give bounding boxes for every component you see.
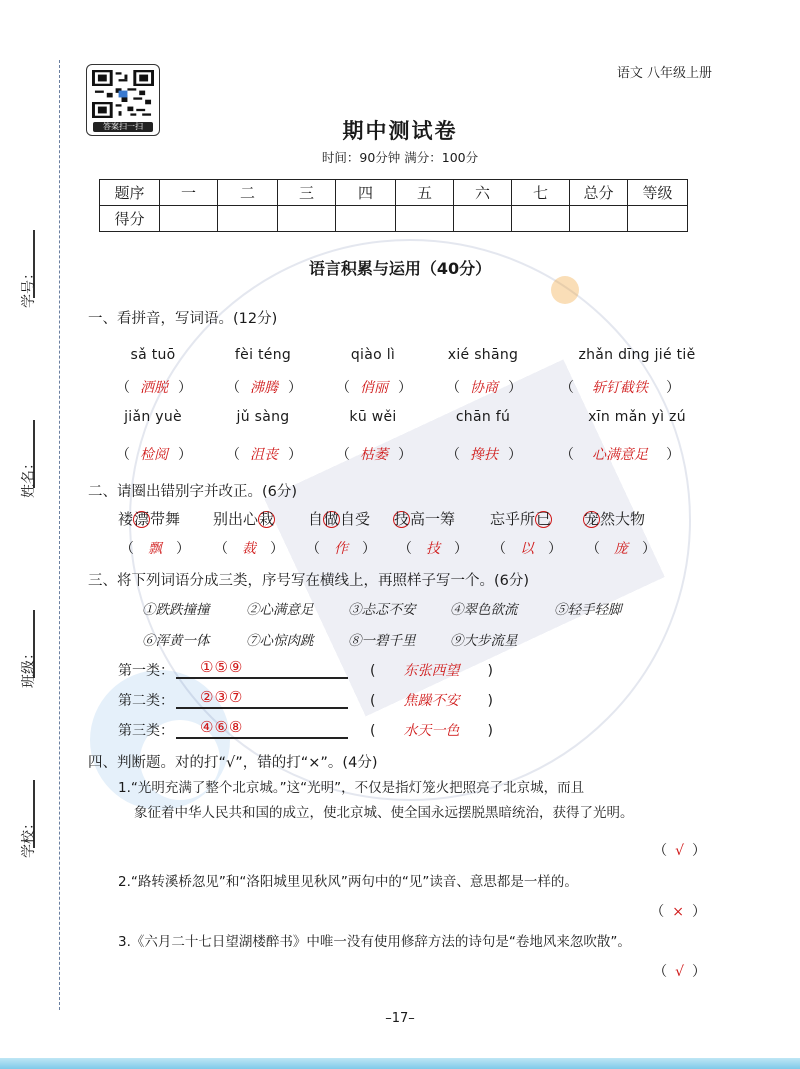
student-id-field[interactable] xyxy=(16,230,52,350)
qr-caption: 答案扫一扫 xyxy=(93,122,153,132)
score-cell[interactable] xyxy=(570,206,628,232)
table-cell: 七 xyxy=(512,180,570,206)
class-field[interactable] xyxy=(16,610,52,730)
score-cell[interactable] xyxy=(628,206,688,232)
student-id-label: 学号： xyxy=(21,266,37,308)
pinyin: jiǎn yuè xyxy=(124,409,182,425)
section-title: 语言积累与运用（40分） xyxy=(308,259,492,278)
exam-info: 时间：90分钟 满分：100分 xyxy=(321,150,479,165)
table-cell: 题序 xyxy=(100,180,160,206)
q4-heading: 四、判断题。对的打“√”，错的打“×”。(4分) xyxy=(88,755,378,771)
circled-wrong-char[interactable]: 做 xyxy=(324,510,340,528)
circled-wrong-char[interactable]: 漂 xyxy=(134,510,150,528)
answer-text: 沸腾 xyxy=(250,380,278,396)
binding-line xyxy=(59,60,60,1010)
category-example[interactable]: ( 东张西望 ) xyxy=(370,663,493,679)
correction-text: 作 xyxy=(334,541,348,557)
idiom-text: 忘乎所 xyxy=(490,510,536,528)
answer-blank[interactable]: （ 沸腾 ） xyxy=(226,380,302,396)
qr-code-icon xyxy=(92,70,154,118)
answer-blank[interactable]: （ 检阅 ） xyxy=(116,447,192,463)
name-field[interactable] xyxy=(16,420,52,540)
table-cell: 二 xyxy=(218,180,278,206)
idiom-item xyxy=(308,508,370,529)
page-title: 期中测试卷 xyxy=(342,119,458,143)
category-label: 第一类： xyxy=(118,663,174,679)
idiom-item xyxy=(583,508,645,529)
pinyin: jǔ sàng xyxy=(236,409,290,425)
category-answer: ②③⑦ xyxy=(200,688,244,706)
answer-blank[interactable]: （ 洒脱 ） xyxy=(116,380,192,396)
score-cell[interactable] xyxy=(160,206,218,232)
pinyin: qiào lì xyxy=(350,347,396,363)
score-cell[interactable] xyxy=(336,206,396,232)
correction-blank[interactable]: （ 庞 ） xyxy=(586,541,656,557)
category-answer: ④⑥⑧ xyxy=(200,718,244,736)
answer-text: 斩钉截铁 xyxy=(592,380,648,396)
circled-wrong-char[interactable]: 宠 xyxy=(584,510,600,528)
category-label: 第三类： xyxy=(118,723,174,739)
correction-text: 庞 xyxy=(614,541,628,557)
category-blank[interactable] xyxy=(176,677,348,679)
answer-blank[interactable]: （ 斩钉截铁 ） xyxy=(560,380,680,396)
word-option: ⑦心惊肉跳 xyxy=(246,633,314,649)
correction-text: 以 xyxy=(520,541,534,557)
answer-text: 协商 xyxy=(470,380,498,396)
idiom-text: 高一筹 xyxy=(410,510,456,528)
example-text: 东张西望 xyxy=(403,663,460,679)
idiom-item xyxy=(393,508,455,529)
idiom-item xyxy=(213,508,275,529)
answer-text: 俏丽 xyxy=(360,380,388,396)
answer-blank[interactable]: （ 协商 ） xyxy=(446,380,522,396)
class-label: 班级： xyxy=(21,646,37,688)
circled-wrong-char[interactable]: 技 xyxy=(394,510,410,528)
pinyin: zhǎn dīng jié tiě xyxy=(578,347,696,363)
idiom-text: 别出心 xyxy=(213,510,259,528)
category-example[interactable]: ( 焦躁不安 ) xyxy=(370,693,493,709)
table-cell: 得分 xyxy=(100,206,160,232)
answer-text: 洒脱 xyxy=(140,380,168,396)
answer-text: 沮丧 xyxy=(250,447,278,463)
table-cell: 四 xyxy=(336,180,396,206)
circled-wrong-char[interactable]: 已 xyxy=(536,510,552,528)
correction-text: 飘 xyxy=(148,541,162,557)
q1-heading: 一、看拼音，写词语。(12分) xyxy=(88,311,278,327)
answer-blank[interactable]: （ 枯萎 ） xyxy=(336,447,412,463)
idiom-item xyxy=(118,508,180,529)
word-option: ③忐忑不安 xyxy=(348,602,416,618)
table-cell: 三 xyxy=(278,180,336,206)
q2-heading: 二、请圈出错别字并改正。(6分) xyxy=(88,484,298,500)
table-cell: 五 xyxy=(396,180,454,206)
table-cell: 一 xyxy=(160,180,218,206)
score-cell[interactable] xyxy=(218,206,278,232)
example-text: 水天一色 xyxy=(403,723,460,739)
correction-blank[interactable]: （ 飘 ） xyxy=(120,541,190,557)
judge-item xyxy=(118,930,631,955)
category-example[interactable]: ( 水天一色 ) xyxy=(370,723,493,739)
circled-wrong-char[interactable]: 栽 xyxy=(259,510,275,528)
judge-text: 1.“光明充满了整个北京城。”这“光明”，不仅是指灯笼火把照亮了北京城，而且 xyxy=(118,780,585,796)
name-label: 姓名： xyxy=(21,456,37,498)
judge-mark: √ xyxy=(675,843,684,859)
judge-item xyxy=(118,776,634,826)
correction-text: 技 xyxy=(426,541,440,557)
correction-blank[interactable]: （ 技 ） xyxy=(398,541,468,557)
score-cell[interactable] xyxy=(278,206,336,232)
bottom-bar xyxy=(0,1058,800,1069)
idiom-text: 褛 xyxy=(118,510,134,528)
judge-text: 2.“路转溪桥忽见”和“洛阳城里见秋风”两句中的“见”读音、意思都是一样的。 xyxy=(118,874,578,890)
pinyin: xié shāng xyxy=(447,347,519,363)
pinyin: fèi téng xyxy=(234,347,292,363)
table-row xyxy=(100,180,688,206)
judge-answer-blank[interactable]: （ √ ） xyxy=(653,964,706,980)
correction-blank[interactable]: （ 作 ） xyxy=(306,541,376,557)
idiom-text: 自受 xyxy=(340,510,371,528)
category-blank[interactable] xyxy=(176,737,348,739)
correction-blank[interactable]: （ 裁 ） xyxy=(214,541,284,557)
answer-blank[interactable]: （ 俏丽 ） xyxy=(336,380,412,396)
answer-blank[interactable]: （ 沮丧 ） xyxy=(226,447,302,463)
subject-label: 语文 八年级上册 xyxy=(616,66,712,81)
word-option: ⑤轻手轻脚 xyxy=(554,602,622,618)
q3-heading: 三、将下列词语分成三类，序号写在横线上，再照样子写一个。(6分) xyxy=(88,573,530,589)
judge-text: 3.《六月二十七日望湖楼醉书》中唯一没有使用修辞方法的诗句是“卷地风来忽吹散”。 xyxy=(118,934,631,950)
category-label: 第二类： xyxy=(118,693,174,709)
school-field[interactable] xyxy=(16,780,52,900)
word-option: ②心满意足 xyxy=(246,602,314,618)
judge-mark: × xyxy=(672,904,684,920)
pinyin: sǎ tuō xyxy=(130,347,176,363)
table-row xyxy=(100,206,688,232)
pinyin: chān fú xyxy=(455,409,511,425)
school-label: 学校： xyxy=(21,816,37,858)
correction-text: 裁 xyxy=(242,541,256,557)
table-cell: 六 xyxy=(454,180,512,206)
judge-text: 象征着中华人民共和国的成立，使北京城、使全国永远摆脱黑暗统治，获得了光明。 xyxy=(134,805,634,821)
word-option: ⑨大步流星 xyxy=(450,633,518,649)
judge-answer-blank[interactable]: （ × ） xyxy=(650,904,706,920)
word-option: ⑧一碧千里 xyxy=(348,633,416,649)
judge-item xyxy=(118,870,578,895)
idiom-text: 自 xyxy=(308,510,324,528)
judge-mark: √ xyxy=(675,964,684,980)
idiom-item xyxy=(490,508,552,529)
idiom-text: 带舞 xyxy=(150,510,181,528)
pinyin: kū wěi xyxy=(349,409,397,425)
word-option: ⑥浑黄一体 xyxy=(142,633,210,649)
idiom-text: 然大物 xyxy=(600,510,646,528)
word-option: ④翠色欲流 xyxy=(450,602,518,618)
answer-text: 检阅 xyxy=(140,447,168,463)
answer-text: 心满意足 xyxy=(592,447,648,463)
judge-answer-blank[interactable]: （ √ ） xyxy=(653,843,706,859)
table-cell: 等级 xyxy=(628,180,688,206)
category-answer: ①⑤⑨ xyxy=(200,658,244,676)
example-text: 焦躁不安 xyxy=(403,693,460,709)
score-cell[interactable] xyxy=(512,206,570,232)
pinyin: xīn mǎn yì zú xyxy=(588,409,686,425)
correction-blank[interactable]: （ 以 ） xyxy=(492,541,562,557)
category-blank[interactable] xyxy=(176,707,348,709)
page-number: –17– xyxy=(385,1011,415,1026)
word-option: ①跌跌撞撞 xyxy=(142,602,210,618)
answer-text: 枯萎 xyxy=(360,447,388,463)
answer-blank[interactable]: （ 搀扶 ） xyxy=(446,447,522,463)
score-cell[interactable] xyxy=(396,206,454,232)
table-cell: 总分 xyxy=(570,180,628,206)
score-cell[interactable] xyxy=(454,206,512,232)
answer-text: 搀扶 xyxy=(470,447,498,463)
score-table xyxy=(99,179,688,232)
answer-blank[interactable]: （ 心满意足 ） xyxy=(560,447,680,463)
